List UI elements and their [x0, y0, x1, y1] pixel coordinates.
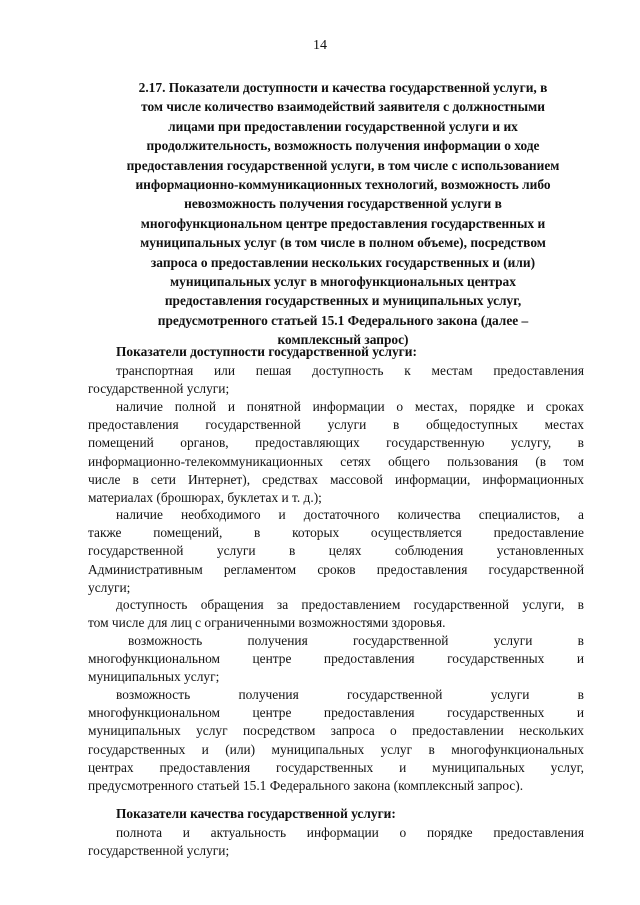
availability-item-complex-request — [88, 686, 584, 795]
text-line: том числе для лиц с ограниченными возможностями здоровья. — [88, 615, 446, 631]
text-line: государственных и (или) муниципальных услуг в многофункциональных — [88, 741, 584, 757]
text-line: числе в сети Интернет), средствах массовой информации, информационных — [88, 471, 584, 487]
quality-title: Показатели качества государственной услуги: — [116, 806, 396, 821]
text-line: наличие полной и понятной информации о местах, порядке и сроках — [116, 399, 584, 414]
text-line: многофункциональном центре предоставления государственных и — [88, 651, 584, 667]
text-line: возможность получения государственной услуги в — [128, 633, 584, 648]
availability-item-information — [88, 398, 584, 507]
availability-title: Показатели доступности государственной услуги: — [116, 344, 417, 359]
text-line: материалах (брошюрах, буклетах и т. д.); — [88, 490, 322, 506]
text-line: муниципальных услуг посредством запроса о предоставлении нескольких — [88, 723, 584, 739]
text-line: также помещений, в которых осуществляется предоставление — [88, 525, 584, 541]
text-line: государственной услуги в целях соблюдения установленных — [88, 543, 584, 559]
text-line: Административным регламентом сроков предоставления государственной — [88, 561, 584, 577]
text-line: доступность обращения за предоставлением государственной услуги, в — [116, 597, 584, 612]
text-line: предоставления государственной услуги в общедоступных местах — [88, 417, 584, 433]
text-line: центрах предоставления государственных и муниципальных услуг, — [88, 759, 584, 775]
quality-item-completeness — [88, 824, 584, 860]
text-line: муниципальных услуг; — [88, 669, 220, 685]
text-line: информационно-телекоммуникационных сетях общего пользования (в том — [88, 453, 584, 469]
heading-line: запроса о предоставлении нескольких государственных и (или) — [150, 254, 536, 270]
text-line: услуги; — [88, 579, 131, 595]
heading-line: продолжительность, возможность получения информации о ходе — [146, 138, 540, 154]
heading-line: муниципальных услуг в многофункциональных центрах — [170, 274, 516, 290]
text-line: государственной услуги; — [88, 843, 230, 859]
heading-line: предусмотренного статьей 15.1 Федерального закона (далее – — [157, 312, 529, 328]
availability-item-transport — [88, 362, 584, 398]
heading-line: 2.17. Показатели доступности и качества государственной услуги, в — [138, 80, 548, 95]
heading-line: предоставления государственной услуги, в том числе с использованием — [126, 157, 560, 173]
heading-line: предоставления государственных и муниципальных услуг, — [164, 293, 522, 309]
heading-line: невозможность получения государственной услуги в — [184, 196, 502, 212]
heading-line: информационно-коммуникационных технологий, возможность либо — [135, 177, 551, 193]
text-line: возможность получения государственной услуги в — [116, 687, 584, 702]
text-line: предусмотренного статьей 15.1 Федерального закона (комплексный запрос). — [88, 778, 524, 794]
heading-line: комплексный запрос) — [277, 332, 409, 348]
availability-item-accessibility — [88, 596, 584, 632]
text-line: многофункциональном центре предоставления государственных и — [88, 705, 584, 721]
page-number: 14 — [313, 38, 327, 53]
heading-line: муниципальных услуг (в том числе в полном объеме), посредством — [140, 235, 546, 251]
heading-line: лицами при предоставлении государственной услуги и их — [168, 118, 518, 134]
section-heading — [86, 78, 600, 350]
text-line: транспортная или пешая доступность к местам предоставления — [116, 363, 584, 378]
availability-item-specialists — [88, 506, 584, 597]
text-line: полнота и актуальность информации о порядке предоставления — [116, 825, 584, 840]
availability-item-mfc — [88, 632, 584, 687]
heading-line: том числе количество взаимодействий заявителя с должностными — [141, 99, 545, 115]
text-line: государственной услуги; — [88, 381, 230, 397]
heading-line: многофункциональном центре предоставления государственных и — [140, 215, 546, 231]
text-line: помещений органов, предоставляющих государственную услугу, в — [88, 435, 584, 451]
text-line: наличие необходимого и достаточного количества специалистов, а — [116, 507, 584, 522]
